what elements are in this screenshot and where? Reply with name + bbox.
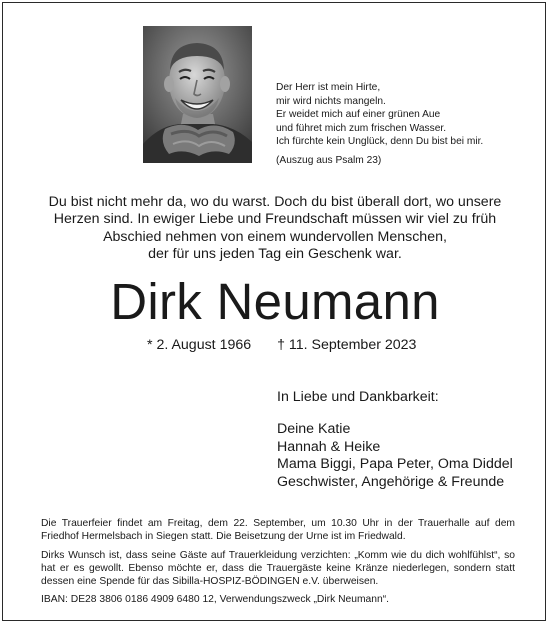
mourner-name: Mama Biggi, Papa Peter, Oma Diddel [277, 456, 513, 473]
intro-line: Du bist nicht mehr da, wo du warst. Doch du bist überall dort, wo unsere [48, 194, 502, 210]
intro-line: Herzen sind. In ewiger Liebe und Freundschaft müssen wir viel zu früh [53, 211, 497, 228]
iban-info: IBAN: DE28 3806 0186 4909 6480 12, Verwendungszweck „Dirk Neumann“. [41, 594, 390, 606]
portrait-photo [143, 26, 252, 163]
portrait-illustration [143, 26, 252, 163]
life-dates [147, 337, 416, 353]
verse-line: Der Herr ist mein Hirte, [276, 82, 381, 93]
intro-text [0, 194, 550, 264]
mourners-heading: In Liebe und Dankbarkeit: [277, 389, 439, 405]
mourner-name: Geschwister, Angehörige & Freunde [277, 473, 505, 490]
psalm-verse [276, 81, 483, 168]
verse-source: (Auszug aus Psalm 23) [276, 154, 382, 166]
deceased-name: Dirk Neumann [110, 273, 440, 330]
funeral-notice [41, 517, 515, 612]
mourner-name: Hannah & Heike [277, 438, 381, 455]
birth-date: * 2. August 1966 [147, 337, 252, 353]
ceremony-info: Die Trauerfeier findet am Freitag, dem 22. September, um 10.30 Uhr in der Trauerhalle auf dem Friedhof Hermelsbach in Siegen statt. Die Beisetzung der Urne ist im Friedwald. [41, 518, 515, 543]
mourners-list [277, 389, 513, 491]
intro-line: der für uns jeden Tag ein Geschenk war. [148, 246, 402, 263]
verse-line: mir wird nichts mangeln. [276, 95, 386, 107]
mourner-name: Deine Katie [277, 421, 351, 438]
verse-line: und führet mich zum frischen Wasser. [276, 122, 447, 134]
verse-line: Ich fürchte kein Unglück, denn Du bist bei mir. [276, 136, 484, 148]
death-date: † 11. September 2023 [277, 337, 417, 353]
verse-line: Er weidet mich auf einer grünen Aue [276, 109, 441, 121]
intro-line: Abschied nehmen von einem wundervollen Menschen, [103, 228, 447, 245]
wish-info: Dirks Wunsch ist, dass seine Gäste auf Trauerkleidung verzichten: „Komm wie du dich wohlfühlst“, so hat er es gewollt. Ebenso möchte er, dass die Trauergäste keine Kränze niederlegen, sondern statt dessen eine Spende für das Sibilla-HOSPIZ-BÖDINGEN e.V. überweisen. [41, 549, 515, 588]
